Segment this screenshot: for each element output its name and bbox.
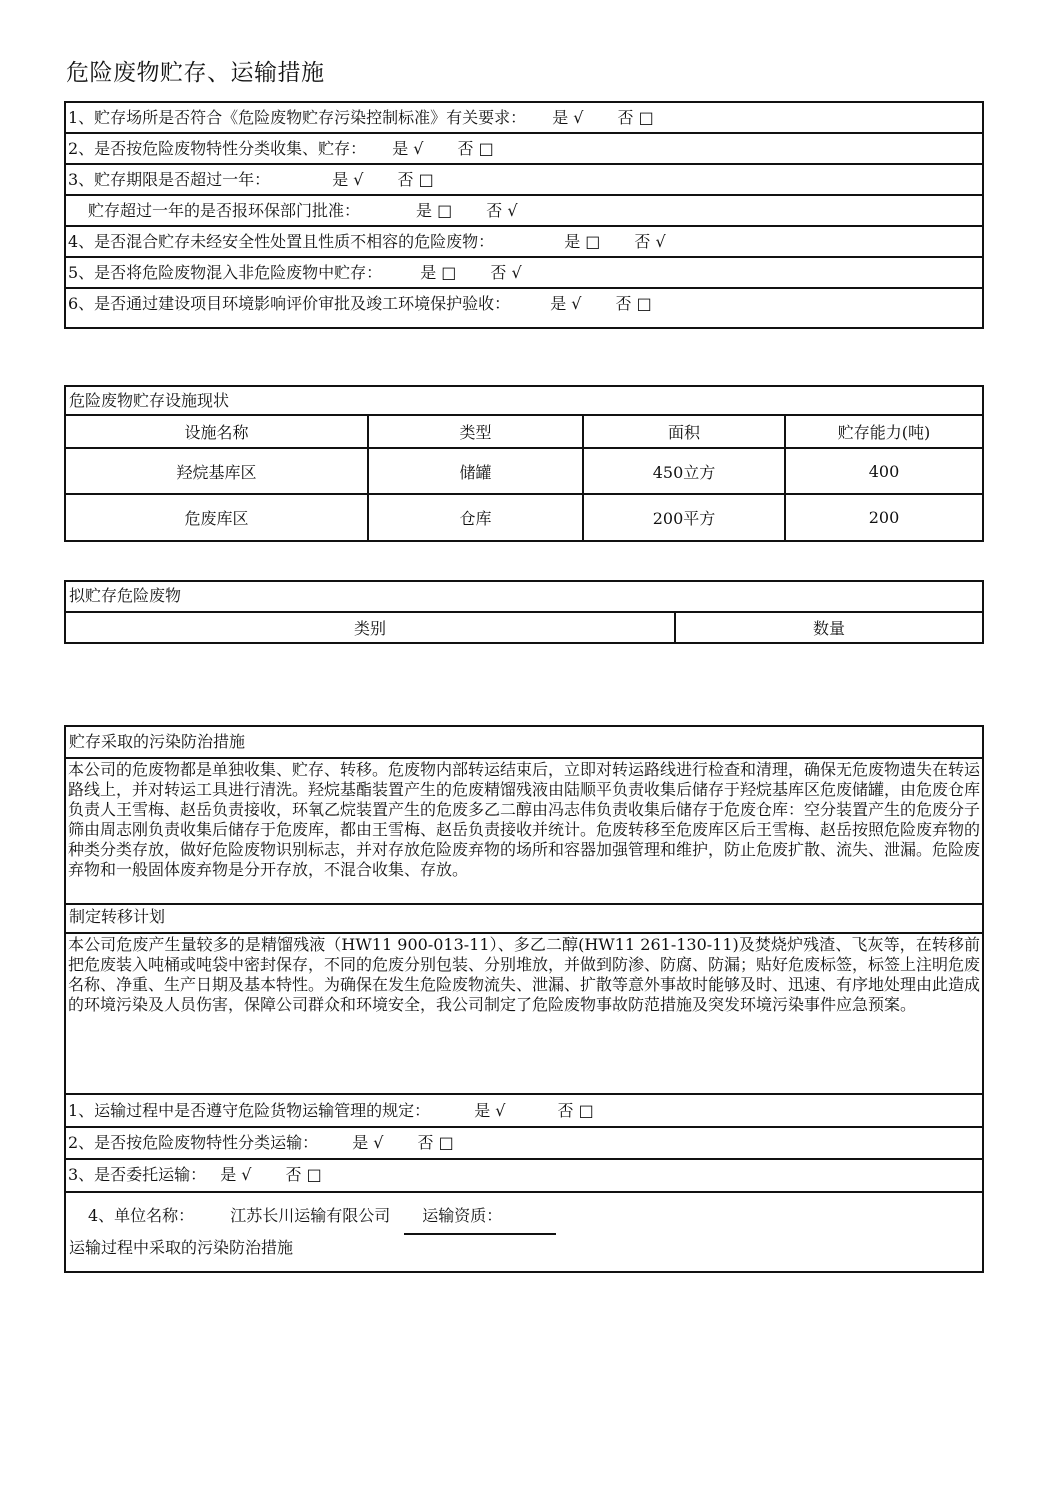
table-cell: 200	[785, 494, 982, 540]
answer-yes: 是 √	[474, 1101, 506, 1120]
answer-yes: 是 √	[392, 139, 424, 158]
storage-checklist	[64, 101, 984, 329]
transport-row-1	[66, 1095, 982, 1128]
answer-no: 否 □	[457, 139, 494, 158]
transport-question-1: 1、运输过程中是否遵守危险货物运输管理的规定：	[68, 1101, 431, 1120]
transport-row-2	[66, 1128, 982, 1160]
checklist-row-2	[66, 134, 982, 165]
answer-yes: 是 √	[220, 1165, 252, 1184]
storage-measures-text: 本公司的危废物都是单独收集、贮存、转移。危废物内部转运结束后，立即对转运路线进行检查和清理，确保无危废物遗失在转运路线上，并对转运工具进行清洗。羟烷基酯装置产生的危废精馏残液由陆顺平负责收集后储存于羟烷基库区危废储罐，由危废仓库负责人王雪梅、赵岳负责接收，环氧乙烷装置产生的危废多乙二醇由冯志伟负责收集后储存于危废仓库：空分装置产生的危废分子筛由周志刚负责收集后储存于危废库，都由王雪梅、赵岳负责接收并统计。危废转移至危废库区后王雪梅、赵岳按照危险废弃物的种类分类存放，做好危险废物识别标志，并对存放危险废弃物的场所和容器加强管理和维护，防止危废扩散、流失、泄漏。危险废弃物和一般固体废弃物是分开存放，不混合收集、存放。	[66, 759, 982, 905]
storage-measures-header: 贮存采取的污染防治措施	[66, 727, 982, 759]
qualification-label: 运输资质：	[422, 1206, 503, 1225]
answer-yes: 是 □	[416, 201, 453, 220]
company-label: 4、单位名称：	[88, 1206, 195, 1225]
column-header: 贮存能力(吨)	[785, 416, 982, 448]
facilities-table	[64, 385, 984, 542]
answer-yes: 是 √	[550, 294, 582, 313]
transport-question-3: 3、是否委托运输：	[68, 1165, 207, 1184]
table-row	[66, 448, 982, 494]
transport-row-3	[66, 1160, 982, 1193]
answer-no: 否 √	[634, 232, 666, 251]
page-title: 危险废物贮存、运输措施	[66, 60, 325, 86]
table-cell: 储罐	[368, 448, 583, 494]
answer-yes: 是 √	[352, 1133, 384, 1152]
measures-section	[64, 725, 984, 1273]
column-header: 设施名称	[66, 416, 368, 448]
question-3: 3、贮存期限是否超过一年：	[68, 170, 271, 189]
checklist-row-3a	[66, 196, 982, 227]
transfer-plan-header: 制定转移计划	[66, 905, 982, 934]
answer-no: 否 □	[285, 1165, 322, 1184]
transport-row-4	[66, 1193, 982, 1235]
transfer-plan-text: 本公司危废产生量较多的是精馏残液（HW11 900-013-11）、多乙二醇(HW11 261-130-11)及焚烧炉残渣、飞灰等，在转移前把危废装入吨桶或吨袋中密封保存，不同的危废分别包装、分别堆放，并做到防渗、防腐、防漏；贴好危废标签，标签上注明危废名称、净重、生产日期及基本特性。为确保在发生危险废物流失、泄漏、扩散等意外事故时能够及时、迅速、有序地处理由此造成的环境污染及人员伤害，保障公司群众和环境安全，我公司制定了危险废物事故防范措施及突发环境污染事件应急预案。	[66, 934, 982, 1095]
column-header: 类型	[368, 416, 583, 448]
company-name: 江苏长川运输有限公司	[230, 1206, 391, 1225]
table-cell: 羟烷基库区	[66, 448, 368, 494]
question-4: 4、是否混合贮存未经安全性处置且性质不相容的危险废物：	[68, 232, 495, 251]
answer-no: 否 √	[490, 263, 522, 282]
answer-yes: 是 √	[552, 108, 584, 127]
transport-question-2: 2、是否按危险废物特性分类运输：	[68, 1133, 319, 1152]
column-header: 面积	[583, 416, 785, 448]
checklist-row-4	[66, 227, 982, 258]
planned-waste-table	[64, 580, 984, 644]
answer-yes: 是 □	[420, 263, 457, 282]
answer-no: 否 □	[417, 1133, 454, 1152]
transport-measures-header: 运输过程中采取的污染防治措施	[69, 1238, 294, 1257]
planned-header: 拟贮存危险废物	[66, 582, 982, 613]
answer-no: 否 □	[397, 170, 434, 189]
checklist-row-6	[66, 289, 982, 320]
checklist-row-3	[66, 165, 982, 196]
facilities-header: 危险废物贮存设施现状	[66, 387, 982, 416]
checklist-row-5	[66, 258, 982, 289]
question-5: 5、是否将危险废物混入非危险废物中贮存：	[68, 263, 383, 282]
answer-yes: 是 □	[564, 232, 601, 251]
answer-no: 否 □	[617, 108, 654, 127]
table-cell: 200平方	[583, 494, 785, 540]
question-3a: 贮存超过一年的是否报环保部门批准：	[88, 201, 361, 220]
question-1: 1、贮存场所是否符合《危险废物贮存污染控制标准》有关要求：	[68, 108, 527, 127]
table-cell: 危废库区	[66, 494, 368, 540]
checklist-row-1	[66, 103, 982, 134]
table-row	[66, 494, 982, 540]
question-6: 6、是否通过建设项目环境影响评价审批及竣工环境保护验收：	[68, 294, 511, 313]
answer-no: 否 √	[486, 201, 518, 220]
question-2: 2、是否按危险废物特性分类收集、贮存：	[68, 139, 367, 158]
answer-no: 否 □	[615, 294, 652, 313]
table-header-row	[66, 416, 982, 448]
column-header: 类别	[66, 613, 675, 642]
table-cell: 仓库	[368, 494, 583, 540]
company-underline	[404, 1233, 556, 1235]
answer-yes: 是 √	[332, 170, 364, 189]
column-header: 数量	[675, 613, 982, 642]
table-header-row	[66, 613, 982, 642]
table-cell: 400	[785, 448, 982, 494]
table-cell: 450立方	[583, 448, 785, 494]
answer-no: 否 □	[557, 1101, 594, 1120]
